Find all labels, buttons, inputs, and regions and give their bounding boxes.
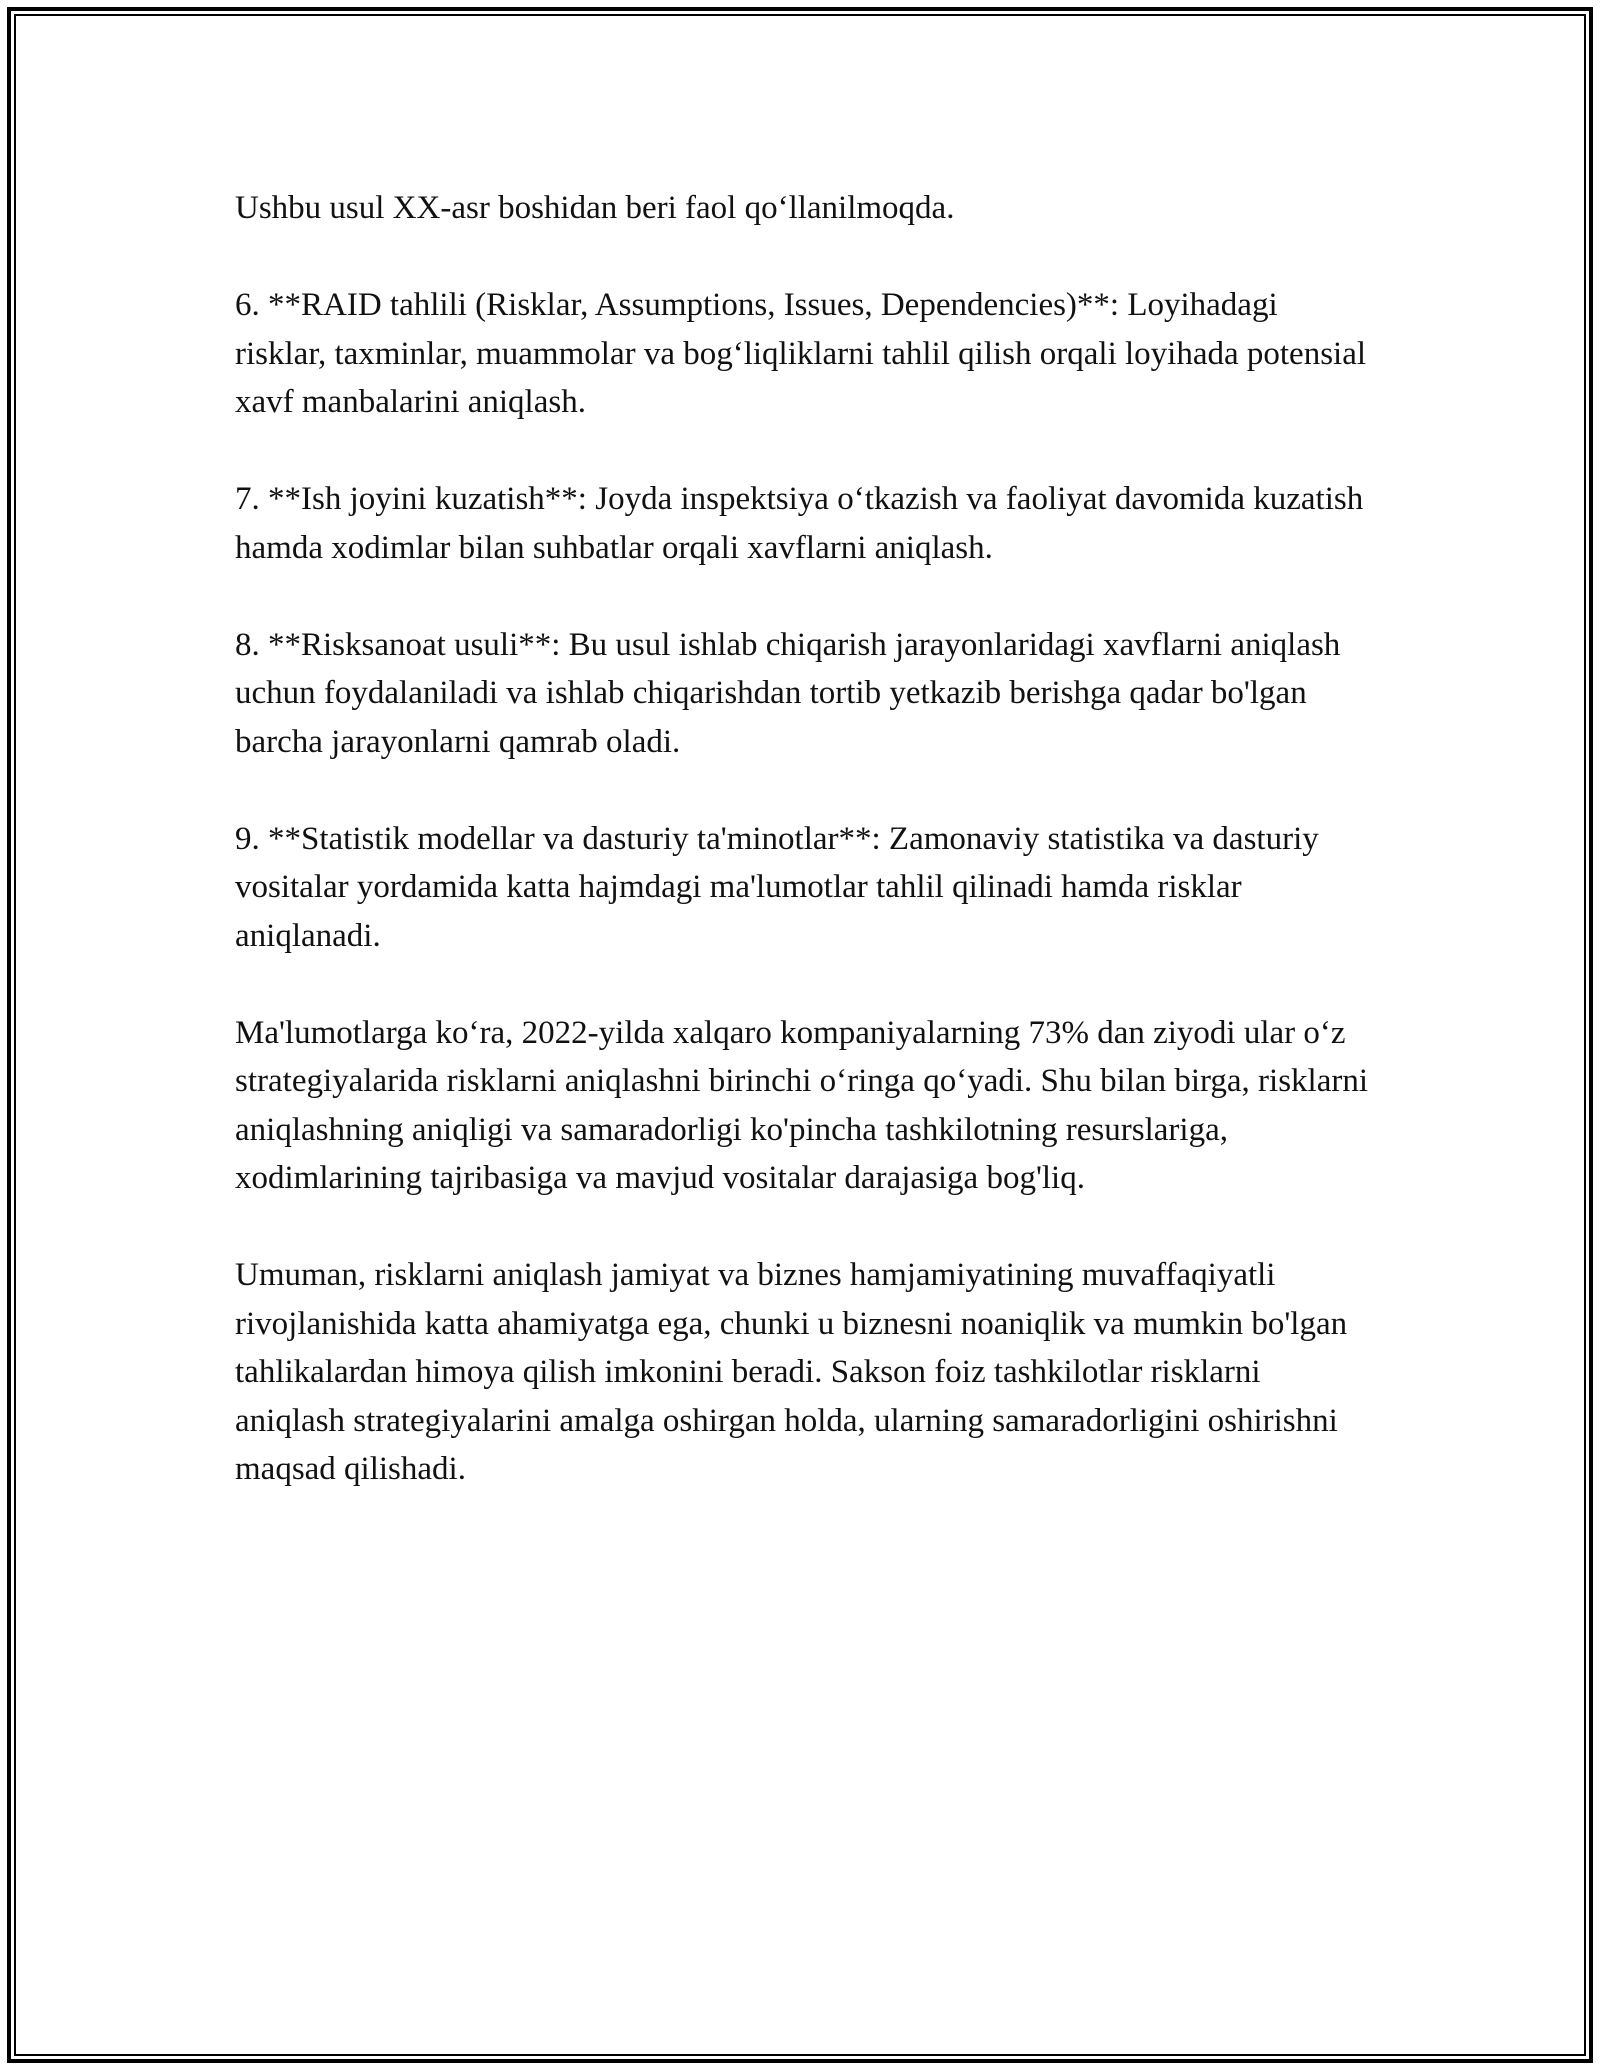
paragraph-workplace-observation: 7. **Ish joyini kuzatish**: Joyda inspektsiya o‘tkazish va faoliyat davomida kuzatish hamda xodimlar bilan suhbatlar orqali xavflarni aniqlash. [235,481,1364,566]
paragraph-raid-analysis: 6. **RAID tahlili (Risklar, Assumptions, Issues, Dependencies)**: Loyihadagi risklar, taxminlar, muammolar va bog‘liqliklarni tahlil qilish orqali loyihada potensial xavf manbalarini aniqlash. [235,287,1367,420]
paragraph-conclusion: Umuman, risklarni aniqlash jamiyat va biznes hamjamiyatining muvaffaqiyatli rivojlanishida katta ahamiyatga ega, chunki u biznesni noaniqlik va mumkin bo'lgan tahlikalardan himoya qilish imkonini beradi. Sakson foiz tashkilotlar risklarni aniqlash strategiyalarini amalga oshirgan holda, ularning samaradorligini oshirishni maqsad qilishadi. [235,1257,1348,1487]
paragraph-statistical-models: 9. **Statistik modellar va dasturiy ta'minotlar**: Zamonaviy statistika va dasturiy vositalar yordamida katta hajmdagi ma'lumotlar tahlil qilinadi hamda risklar aniqlanadi. [235,820,1319,954]
paragraph-method-history: Ushbu usul XX-asr boshidan beri faol qo‘llanilmoqda. [235,190,955,226]
document-body [235,184,1375,1542]
paragraph-risksanoat-method: 8. **Risksanoat usuli**: Bu usul ishlab chiqarish jarayonlaridagi xavflarni aniqlash uchun foydalaniladi va ishlab chiqarishdan tortib yetkazib berishga qadar bo'lgan barcha jarayonlarni qamrab oladi. [235,626,1341,760]
paragraph-statistics-2022: Ma'lumotlarga ko‘ra, 2022-yilda xalqaro kompaniyalarning 73% dan ziyodi ular o‘z strategiyalarida risklarni aniqlashni birinchi o‘ringa qo‘yadi. Shu bilan birga, risklarni aniqlashning aniqligi va samaradorligi ko'pincha tashkilotning resurslariga, xodimlarining tajribasiga va mavjud vositalar darajasiga bog'liq. [235,1014,1369,1196]
